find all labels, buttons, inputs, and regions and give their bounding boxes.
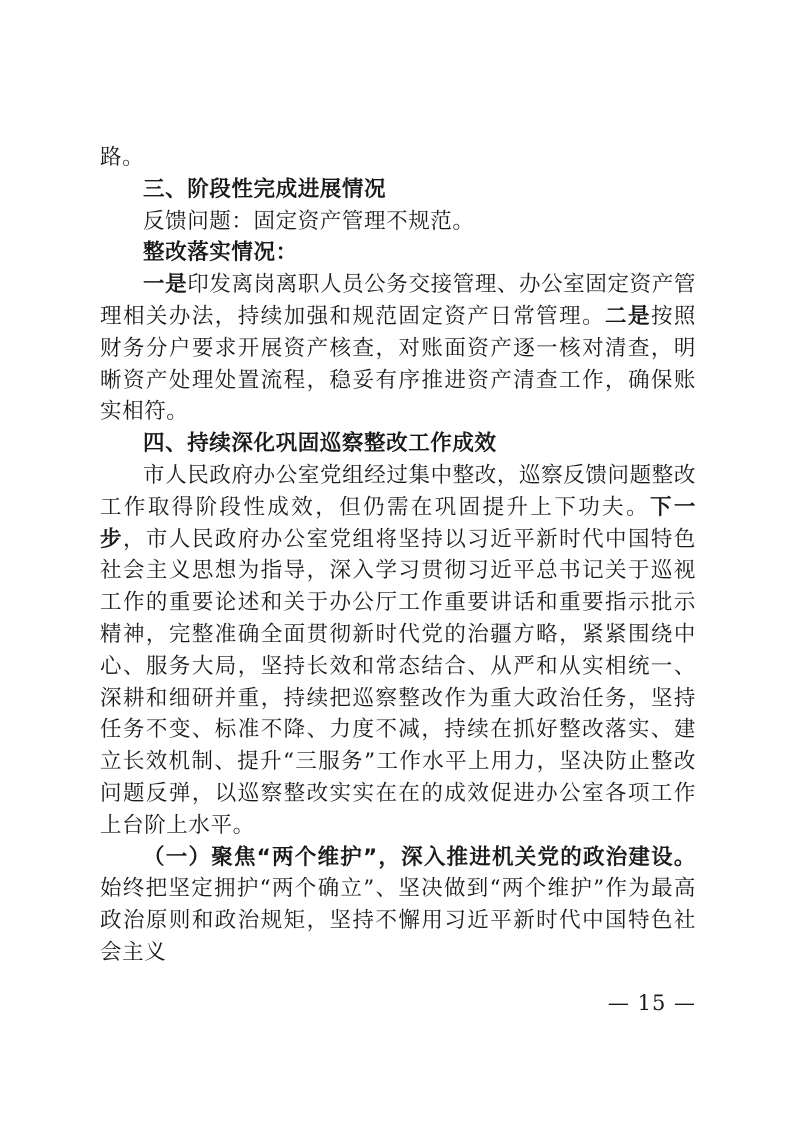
subsection-paragraph-1: [100, 842, 696, 969]
effect-text-1: 市人民政府办公室党组经过集中整改，巡察反馈问题整改工作取得阶段性成效，但仍需在巩固提升上下功夫。: [100, 462, 696, 520]
page-number: — 15 —: [607, 991, 696, 1015]
rectification-paragraph: [100, 269, 696, 428]
effect-paragraph: [100, 460, 696, 842]
next-step-lead: 下一步: [100, 494, 696, 552]
rectification-text-2: 按照财务分户要求开展资产核查，对账面资产逐一核对清查，明晰资产处理处置流程，稳妥有序推进资产清查工作，确保账实相符。: [100, 303, 697, 425]
lead-first: 一是: [143, 272, 188, 298]
rectification-text-1: 印发离岗离职人员公务交接管理、办公室固定资产管理相关办法，持续加强和规范固定资产日常管理。: [100, 272, 696, 329]
subsection-1-text: 始终把坚定拥护“两个确立”、坚决做到“两个维护”作为最高政治原则和政治规矩，坚持不懈用习近平新时代中国特色社会主义: [100, 876, 696, 965]
subsection-1-heading: （一）聚焦“两个维护”，深入推进机关党的政治建设。: [143, 844, 696, 870]
section-heading-4: 四、持续深化巩固巡察整改工作成效: [143, 431, 497, 457]
body-text: [100, 142, 696, 969]
rectification-heading: 整改落实情况：: [143, 240, 298, 266]
section-heading-3: 三、阶段性完成进展情况: [143, 176, 387, 202]
paragraph-continuation: 路。: [100, 145, 145, 170]
lead-second: 二是: [605, 303, 651, 329]
feedback-issue: 反馈问题：固定资产管理不规范。: [143, 208, 475, 234]
effect-text-2: ，市人民政府办公室党组将坚持以习近平新时代中国特色社会主义思想为指导，深入学习贯彻习近平总书记关于巡视工作的重要论述和关于办公厅工作重要讲话和重要指示批示精神，完整准确全面贯彻新时代党的治疆方略，紧紧围绕中心、服务大局，坚持长效和常态结合、从严和从实相统一、深耕和细研并重，持续把巡察整改作为重大政治任务，坚持任务不变、标准不降、力度不减，持续在抓好整改落实、建立长效机制、提升“三服务”工作水平上用力，坚决防止整改问题反弹，以巡察整改实实在在的成效促进办公室各项工作上台阶上水平。: [100, 526, 696, 838]
